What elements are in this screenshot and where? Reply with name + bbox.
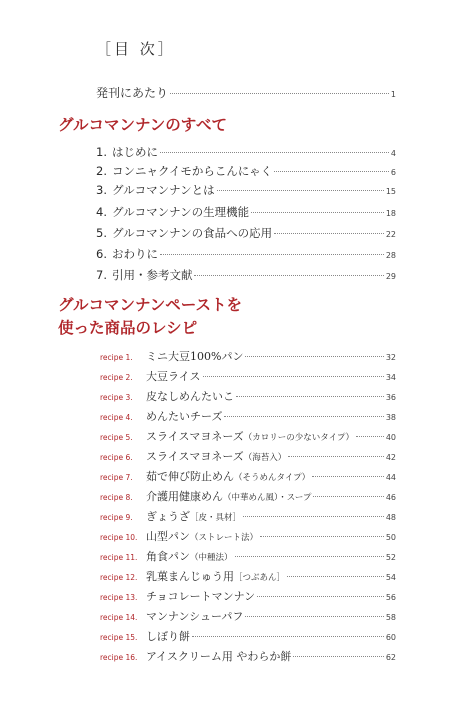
recipe-label: 大豆ライス: [146, 370, 201, 383]
dot-leader: [288, 456, 384, 457]
chapter-number: 4.: [96, 205, 107, 219]
dot-leader: [243, 516, 384, 517]
recipe-tag: recipe 3.: [100, 393, 133, 402]
page-number: 32: [385, 353, 396, 362]
chapter-label: グルコマンナンの食品への応用: [111, 226, 273, 240]
recipe-sublabel: （そうめんタイプ）: [234, 473, 311, 483]
recipe-tag: recipe 15.: [100, 633, 138, 642]
page-number: 15: [385, 187, 396, 196]
page-number: 54: [385, 573, 396, 582]
chapter-number: 6.: [96, 247, 107, 261]
recipe-tag: recipe 4.: [100, 413, 133, 422]
recipe-tag: recipe 8.: [100, 493, 133, 502]
recipe-entry[interactable]: [100, 508, 396, 524]
recipe-tag: recipe 10.: [100, 533, 138, 542]
recipe-sublabel: ［皮・具材］: [190, 513, 242, 523]
page-number: 44: [385, 473, 396, 482]
recipe-label: めんたいチーズ: [146, 410, 223, 423]
recipe-label: チョコレートマンナン: [146, 590, 256, 603]
entry-label: 発刊にあたり: [96, 86, 169, 100]
recipe-label: 介護用健康めん: [146, 490, 223, 503]
dot-leader: [356, 436, 384, 437]
chapter-label: はじめに: [111, 145, 158, 159]
toc-entry-intro[interactable]: [96, 84, 396, 101]
dot-leader: [287, 576, 384, 577]
recipe-tag: recipe 12.: [100, 573, 138, 582]
recipe-entry[interactable]: [100, 468, 396, 484]
recipe-entry[interactable]: [100, 628, 396, 644]
recipe-label: 山型パン: [146, 530, 190, 543]
recipe-entry[interactable]: [100, 648, 396, 664]
section-title-recipes-line2: 使った商品のレシピ: [58, 319, 198, 337]
page-number: 29: [385, 272, 396, 281]
recipe-entry[interactable]: [100, 568, 396, 584]
recipe-label: しぼり餅: [146, 630, 190, 643]
chapter-number: 3.: [96, 183, 107, 197]
recipe-label: ミニ大豆100%パン: [146, 350, 244, 363]
chapter-label: 引用・参考文献: [111, 268, 193, 282]
recipe-label: 皮なしめんたいこ: [146, 390, 234, 403]
page-number: 42: [385, 453, 396, 462]
page-number: 18: [385, 209, 396, 218]
recipe-entry[interactable]: [100, 348, 396, 364]
dot-leader: [257, 596, 384, 597]
chapter-label: おわりに: [111, 247, 158, 261]
page-number: 50: [385, 533, 396, 542]
chapter-entry[interactable]: [96, 144, 396, 160]
recipe-tag: recipe 14.: [100, 613, 138, 622]
dot-leader: [235, 556, 384, 557]
page-number: 56: [385, 593, 396, 602]
page-number: 48: [385, 513, 396, 522]
dot-leader: [312, 476, 384, 477]
recipe-tag: recipe 2.: [100, 373, 133, 382]
recipe-entry[interactable]: [100, 588, 396, 604]
chapter-entry[interactable]: [96, 204, 396, 220]
chapter-number: 5.: [96, 226, 107, 240]
page-number: 1: [390, 90, 396, 99]
recipe-label: アイスクリーム用 やわらか餅: [146, 650, 292, 663]
dot-leader: [217, 190, 384, 191]
dot-leader: [274, 171, 389, 172]
page-number: 40: [385, 433, 396, 442]
toc-heading: ［目 次］: [96, 40, 176, 58]
dot-leader: [274, 233, 384, 234]
page-number: 62: [385, 653, 396, 662]
recipe-entry[interactable]: [100, 448, 396, 464]
dot-leader: [170, 93, 389, 94]
recipe-entry[interactable]: [100, 368, 396, 384]
section-title-glucomannan: グルコマンナンのすべて: [58, 116, 227, 134]
chapter-entry[interactable]: [96, 246, 396, 262]
page-number: 4: [390, 149, 396, 158]
recipe-entry[interactable]: [100, 388, 396, 404]
dot-leader: [293, 656, 383, 657]
chapter-label: グルコマンナンの生理機能: [111, 205, 250, 219]
recipe-tag: recipe 13.: [100, 593, 138, 602]
recipe-label: 角食パン: [146, 550, 190, 563]
recipe-sublabel: （カロリーの少ないタイプ）: [243, 433, 354, 443]
recipe-tag: recipe 11.: [100, 553, 138, 562]
chapter-number: 2.: [96, 164, 107, 178]
recipe-entry[interactable]: [100, 428, 396, 444]
recipe-tag: recipe 7.: [100, 473, 133, 482]
chapter-label: コンニャクイモからこんにゃく: [111, 164, 273, 178]
chapter-entry[interactable]: [96, 163, 396, 179]
page-number: 36: [385, 393, 396, 402]
recipe-sublabel: （ストレート法）: [190, 533, 259, 543]
dot-leader: [160, 152, 389, 153]
section-title-recipes-line1: グルコマンナンペーストを: [58, 296, 242, 314]
dot-leader: [251, 212, 384, 213]
recipe-tag: recipe 16.: [100, 653, 138, 662]
recipe-label: スライスマヨネーズ: [146, 430, 244, 443]
chapter-entry[interactable]: [96, 182, 396, 198]
chapter-number: 7.: [96, 268, 107, 282]
recipe-sublabel: （中種法）: [190, 553, 233, 563]
page-number: 28: [385, 251, 396, 260]
page-number: 34: [385, 373, 396, 382]
page-number: 46: [385, 493, 396, 502]
dot-leader: [194, 275, 383, 276]
dot-leader: [313, 496, 383, 497]
dot-leader: [160, 254, 384, 255]
dot-leader: [192, 636, 384, 637]
recipe-tag: recipe 9.: [100, 513, 133, 522]
dot-leader: [203, 376, 384, 377]
page-number: 52: [385, 553, 396, 562]
dot-leader: [245, 356, 383, 357]
page-number: 22: [385, 230, 396, 239]
chapter-number: 1.: [96, 145, 107, 159]
recipe-entry[interactable]: [100, 608, 396, 624]
recipe-label: 茹で伸び防止めん: [146, 470, 234, 483]
page-number: 6: [390, 168, 396, 177]
recipe-label: マンナンシューパフ: [146, 610, 244, 623]
recipe-label: 乳菓まんじゅう用: [146, 570, 234, 583]
chapter-entry[interactable]: [96, 267, 396, 283]
dot-leader: [245, 616, 383, 617]
recipe-sublabel: （海苔入）: [243, 453, 287, 463]
recipe-entry[interactable]: [100, 548, 396, 564]
chapter-entry[interactable]: [96, 225, 396, 241]
recipe-entry[interactable]: [100, 528, 396, 544]
chapter-label: グルコマンナンとは: [111, 183, 215, 197]
page-number: 58: [385, 613, 396, 622]
page-number: 60: [385, 633, 396, 642]
recipe-sublabel: （中華めん風）・スープ: [223, 493, 312, 503]
recipe-tag: recipe 5.: [100, 433, 133, 442]
recipe-label: ぎょうざ: [146, 510, 190, 523]
recipe-tag: recipe 6.: [100, 453, 133, 462]
recipe-entry[interactable]: [100, 408, 396, 424]
recipe-entry[interactable]: [100, 488, 396, 504]
recipe-tag: recipe 1.: [100, 353, 133, 362]
dot-leader: [236, 396, 384, 397]
dot-leader: [260, 536, 384, 537]
page-number: 38: [385, 413, 396, 422]
dot-leader: [224, 416, 383, 417]
recipe-label: スライスマヨネーズ: [146, 450, 244, 463]
recipe-sublabel: ［つぶあん］: [234, 573, 286, 583]
